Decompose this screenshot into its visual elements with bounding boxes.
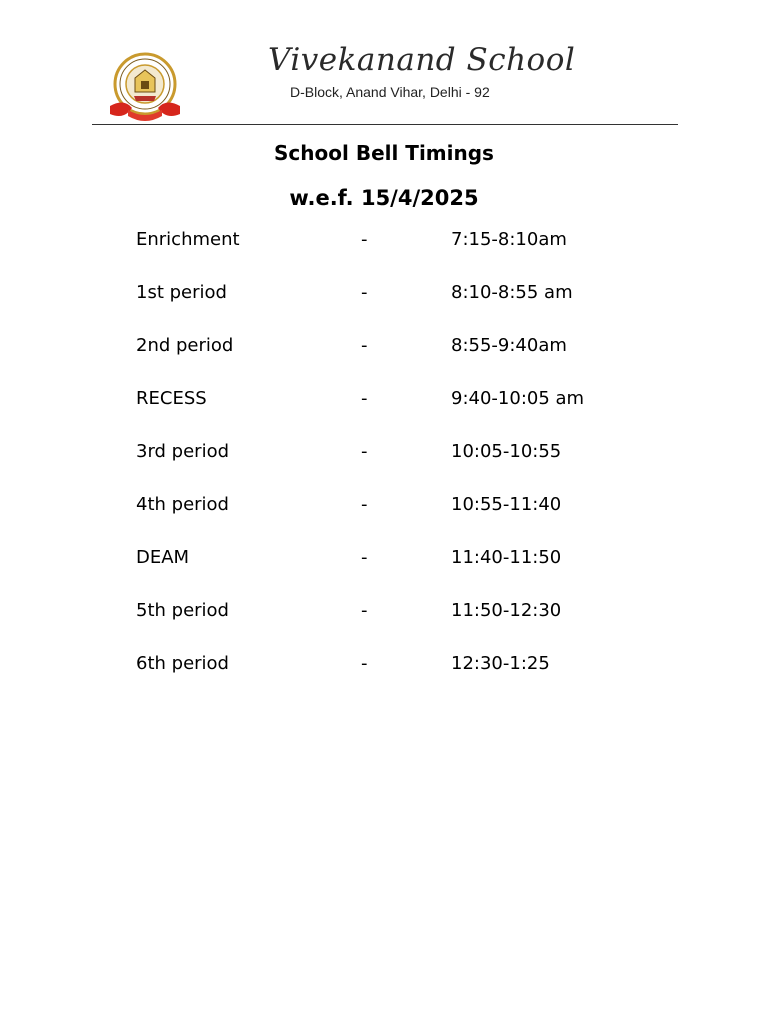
notice-title: School Bell Timings (274, 141, 494, 165)
separator: - (361, 441, 368, 462)
schedule-row (136, 438, 656, 491)
period-time: 11:50-12:30 (451, 600, 562, 621)
schedule-row (136, 650, 656, 703)
period-name: 6th period (136, 653, 229, 674)
schedule-row (136, 385, 656, 438)
separator: - (361, 282, 368, 303)
schedule-row (136, 226, 656, 279)
period-name: 1st period (136, 282, 227, 303)
period-time: 12:30-1:25 (451, 653, 550, 674)
period-time: 9:40-10:05 am (451, 388, 585, 409)
separator: - (361, 653, 368, 674)
schedule-row (136, 597, 656, 650)
school-address: D-Block, Anand Vihar, Delhi - 92 (290, 84, 490, 100)
separator: - (361, 229, 368, 250)
separator: - (361, 335, 368, 356)
period-time: 11:40-11:50 (451, 547, 562, 568)
effective-date: w.e.f. 15/4/2025 (289, 186, 479, 210)
period-name: Enrichment (136, 229, 240, 250)
separator: - (361, 388, 368, 409)
period-name: DEAM (136, 547, 190, 568)
school-crest-icon (104, 48, 186, 128)
bell-schedule (136, 226, 656, 703)
letterhead (92, 38, 678, 125)
schedule-row (136, 491, 656, 544)
period-time: 7:15-8:10am (451, 229, 567, 250)
period-name: 2nd period (136, 335, 234, 356)
period-time: 8:10-8:55 am (451, 282, 573, 303)
schedule-row (136, 332, 656, 385)
school-name: Vivekanand School (268, 42, 576, 78)
period-name: 5th period (136, 600, 229, 621)
period-time: 10:55-11:40 (451, 494, 562, 515)
period-name: RECESS (136, 388, 207, 409)
separator: - (361, 600, 368, 621)
period-time: 8:55-9:40am (451, 335, 567, 356)
separator: - (361, 547, 368, 568)
period-name: 3rd period (136, 441, 230, 462)
separator: - (361, 494, 368, 515)
period-name: 4th period (136, 494, 229, 515)
schedule-row (136, 279, 656, 332)
schedule-row (136, 544, 656, 597)
period-time: 10:05-10:55 (451, 441, 562, 462)
